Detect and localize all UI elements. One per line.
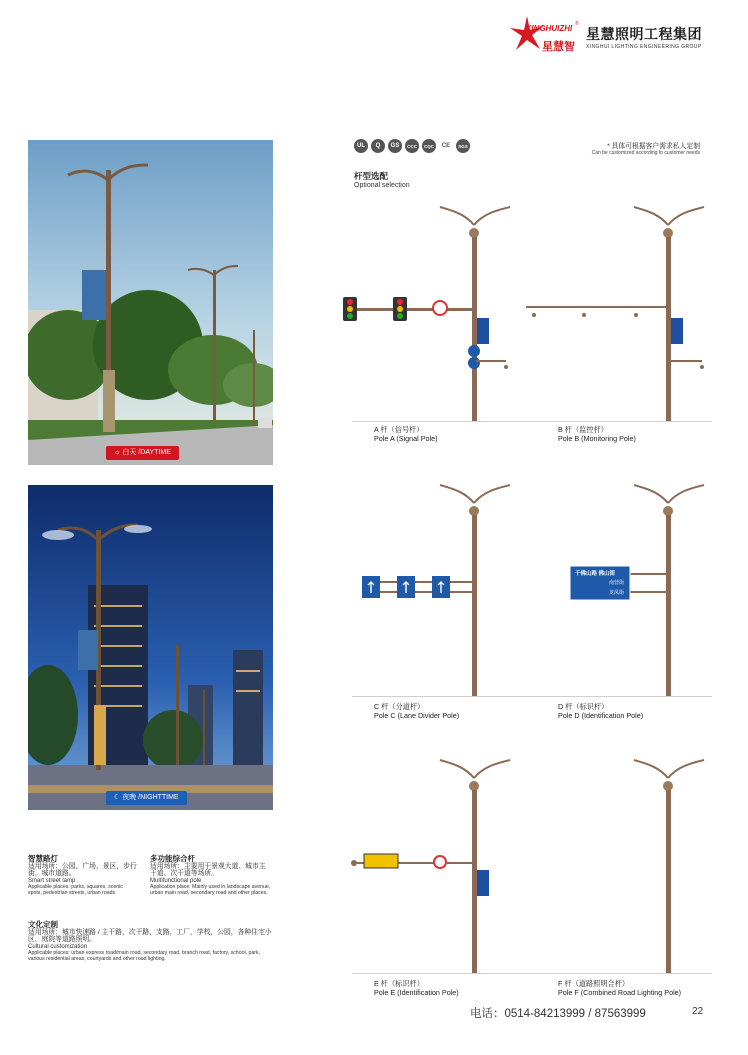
pole-c-drawing <box>340 483 520 698</box>
pole-b-drawing <box>520 205 710 423</box>
certification-icons <box>354 139 470 153</box>
daytime-badge-label: 白天 /DAYTIME <box>122 449 171 456</box>
pole-c-baseline <box>352 696 532 697</box>
registered-mark: ® <box>575 21 579 27</box>
pole-b-label <box>558 425 636 443</box>
moon-icon: ☾ <box>114 794 123 801</box>
pole-f-label-en: Pole F (Combined Road Lighting Pole) <box>558 988 682 997</box>
pole-a-label-cn: A 杆（信号杆） <box>374 425 424 434</box>
multi-pole-en: Application place: Mainly used in landscape avenue, urban main road, secondary road and other places. <box>150 884 271 897</box>
selection-title: 杆型选配 <box>354 171 389 181</box>
pole-f-label <box>558 979 681 997</box>
sun-icon: ☼ <box>114 449 123 456</box>
pole-a-drawing <box>340 205 520 423</box>
culture-en-title: Cultural customization <box>28 943 88 950</box>
pole-f-drawing <box>520 758 710 975</box>
nighttime-badge <box>106 791 187 805</box>
nighttime-badge-label: 夜晚 /NIGHTTIME <box>122 794 179 801</box>
cert-ul-icon: UL <box>354 139 368 153</box>
pole-d-baseline <box>532 696 712 697</box>
culture-title: 文化定制 <box>28 920 58 929</box>
culture-block <box>28 920 272 962</box>
logo-star-icon <box>510 16 544 52</box>
page-number: 22 <box>692 1006 704 1017</box>
pole-e-label-cn: E 杆（标识杆） <box>374 979 424 988</box>
cert-sgs-icon: SGS <box>456 139 470 153</box>
pole-f-baseline <box>532 973 712 974</box>
pole-d-label-cn: D 杆（标识杆） <box>558 702 609 711</box>
smart-lamp-title: 智慧路灯 <box>28 854 58 863</box>
logo-wordmark: XINGHUIZHI <box>526 24 573 33</box>
pole-d-label-en: Pole D (Identification Pole) <box>558 711 644 720</box>
custom-note <box>592 140 700 156</box>
cert-cqc-icon: CQC <box>422 139 436 153</box>
pole-a-label-en: Pole A (Signal Pole) <box>374 434 438 443</box>
pole-d-label <box>558 702 643 720</box>
smart-lamp-en: Applicable places: parks, squares, scenic spots, pedestrian streets, urban roads. <box>28 884 123 897</box>
smart-lamp-block <box>28 854 138 896</box>
pole-f-label-cn: F 杆（道路照明合杆） <box>558 979 630 988</box>
culture-en: Applicable places: urban express road/main road, secondary road, branch road, factory, school, park, various residential areas, courtyards and other road lighting. <box>28 950 261 963</box>
multi-pole-block <box>150 854 272 896</box>
company-name-cn: 星慧照明工程集团 <box>586 26 702 42</box>
company-logo <box>510 16 710 56</box>
pole-b-baseline <box>532 421 712 422</box>
cert-gs-icon: GS <box>388 139 402 153</box>
company-name-en: XINGHUI LIGHTING ENGINEERING GROUP <box>586 44 702 50</box>
pole-b-label-en: Pole B (Monitoring Pole) <box>558 434 636 443</box>
daytime-badge <box>106 446 179 460</box>
pole-a-baseline <box>352 421 532 422</box>
pole-a-label <box>374 425 438 443</box>
daytime-photo <box>28 140 273 465</box>
selection-subtitle: Optional selection <box>354 182 410 189</box>
smart-lamp-en-title: Smart street lamp <box>28 877 76 884</box>
logo-brand-cn: 星慧智 <box>542 41 575 53</box>
multi-pole-title: 多功能综合杆 <box>150 854 195 863</box>
footer-phone: 电话：0514-84213999 / 87563999 <box>470 1008 646 1020</box>
pole-c-label-en: Pole C (Lane Divider Pole) <box>374 711 460 720</box>
pole-c-label-cn: C 杆（分道杆） <box>374 702 425 711</box>
sign-d-line3: 龙凤街 <box>609 590 625 596</box>
cert-q-icon: Q <box>371 139 385 153</box>
sign-d-line2: 南营街 <box>609 580 625 586</box>
multi-pole-en-title: Multifunctional pole <box>150 877 202 884</box>
pole-e-label-en: Pole E (Identification Pole) <box>374 988 459 997</box>
culture-cn: 适用场所：城市快速路 / 主干路，次干路，支路，工厂，学校，公园，各种住宅小区，庭院等道路照明。 <box>28 929 272 944</box>
multi-pole-cn: 适用场所：主要用于景观大道、城市主干道、次干道等场所。 <box>150 863 266 878</box>
pole-e-label <box>374 979 459 997</box>
sign-d-line1: 千佛山路 佛山街 <box>575 571 616 577</box>
pole-c-label <box>374 702 459 720</box>
custom-note-en: Can be customized according to customer needs <box>591 150 700 156</box>
pole-b-label-cn: B 杆（监控杆） <box>558 425 608 434</box>
nighttime-photo <box>28 485 273 810</box>
pole-e-baseline <box>352 973 532 974</box>
cert-ccc-icon: CCC <box>405 139 419 153</box>
smart-lamp-cn: 适用场所：公园，广场，景区，步行街，城市道路。 <box>28 863 137 878</box>
cert-ce-icon: CE <box>439 139 453 153</box>
pole-e-drawing <box>340 758 520 975</box>
pole-d-drawing <box>520 483 710 698</box>
custom-note-cn: * 具体可根据客户需求私人定制 <box>607 143 700 150</box>
